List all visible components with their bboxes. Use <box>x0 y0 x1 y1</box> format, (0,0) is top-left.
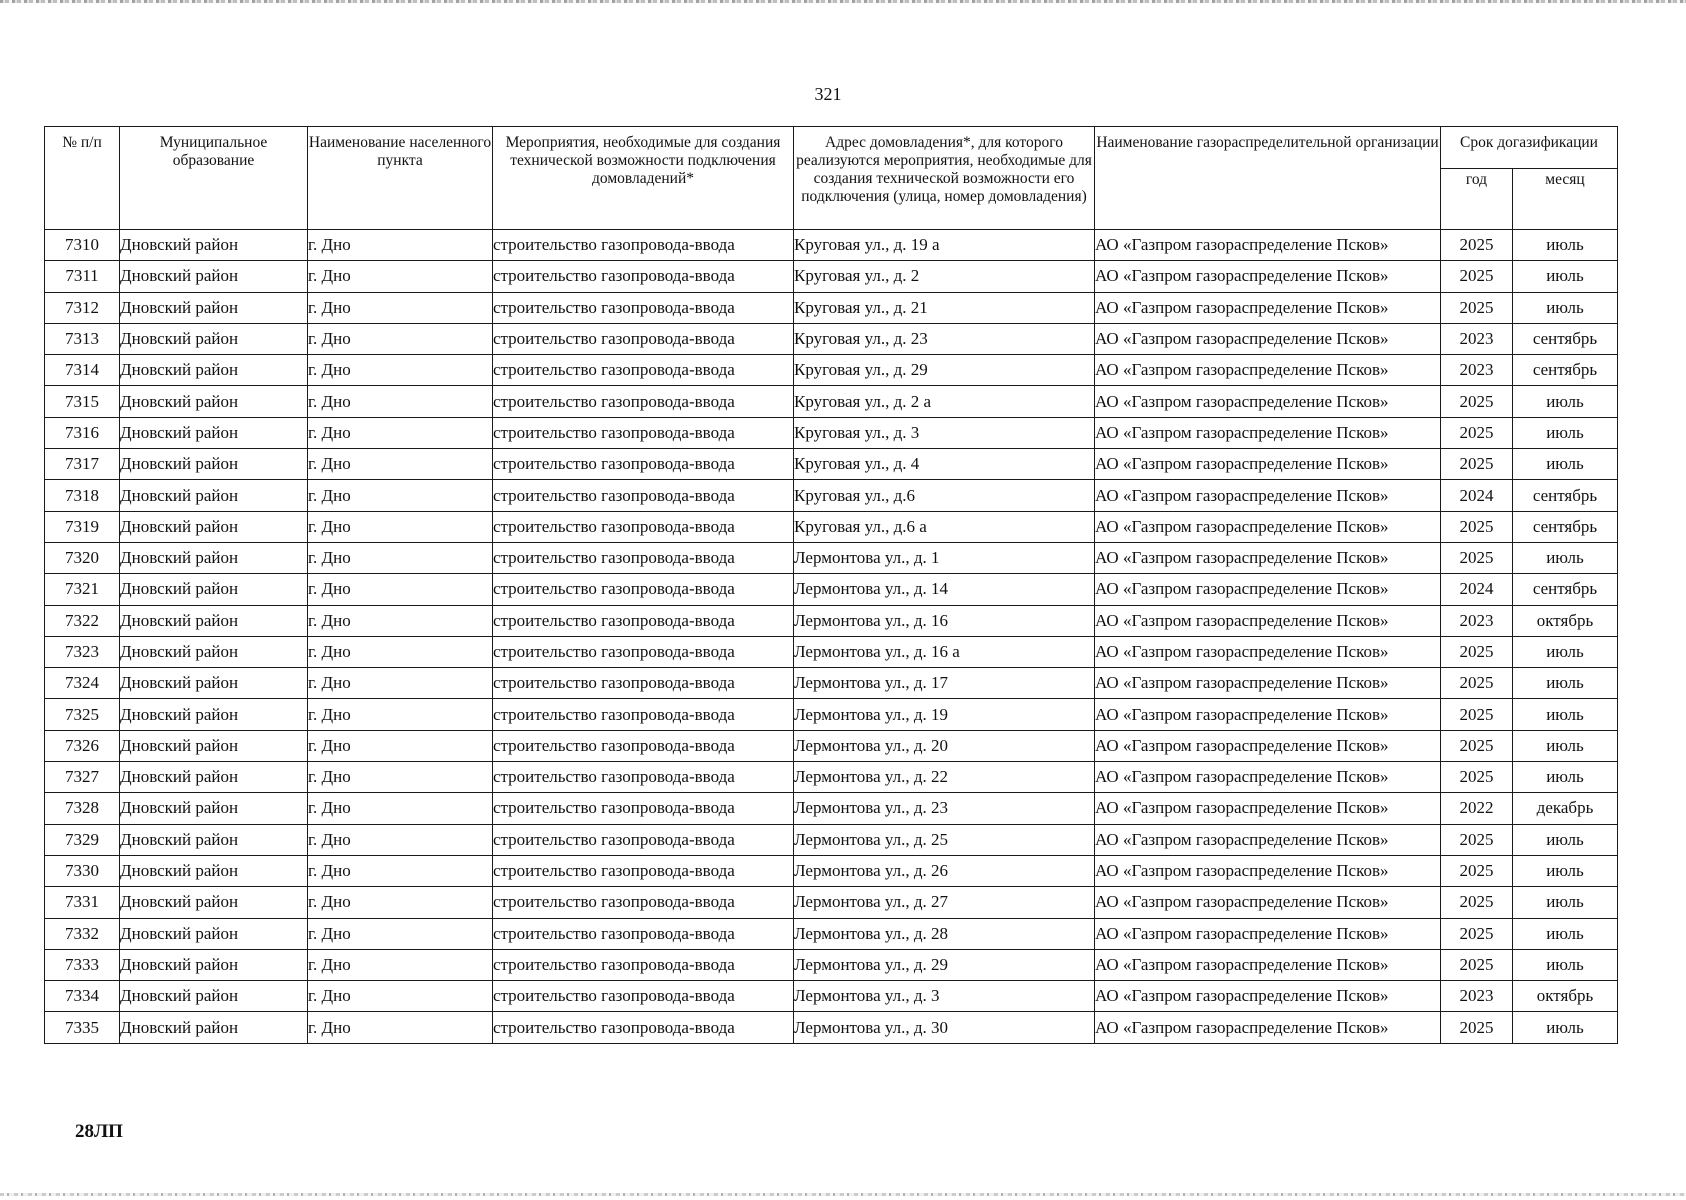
cell-address: Лермонтова ул., д. 30 <box>794 1012 1095 1043</box>
cell-address: Лермонтова ул., д. 22 <box>794 762 1095 793</box>
cell-month: июль <box>1513 636 1618 667</box>
cell-org: АО «Газпром газораспределение Псков» <box>1095 542 1441 573</box>
header-municipality: Муниципальное образование <box>120 127 308 230</box>
cell-locality: г. Дно <box>308 386 493 417</box>
cell-month: июль <box>1513 668 1618 699</box>
cell-address: Лермонтова ул., д. 20 <box>794 730 1095 761</box>
cell-municipality: Дновский район <box>120 449 308 480</box>
cell-month: июль <box>1513 261 1618 292</box>
cell-municipality: Дновский район <box>120 542 308 573</box>
cell-locality: г. Дно <box>308 949 493 980</box>
cell-address: Круговая ул., д. 4 <box>794 449 1095 480</box>
cell-year: 2025 <box>1441 762 1513 793</box>
table-row <box>45 323 1618 354</box>
cell-num: 7316 <box>45 417 120 448</box>
cell-month: июль <box>1513 824 1618 855</box>
cell-address: Лермонтова ул., д. 27 <box>794 887 1095 918</box>
cell-activity: строительство газопровода-ввода <box>493 574 794 605</box>
cell-year: 2025 <box>1441 1012 1513 1043</box>
cell-address: Лермонтова ул., д. 17 <box>794 668 1095 699</box>
cell-municipality: Дновский район <box>120 230 308 261</box>
cell-address: Круговая ул., д. 19 а <box>794 230 1095 261</box>
cell-month: июль <box>1513 762 1618 793</box>
table-row <box>45 1012 1618 1043</box>
cell-year: 2025 <box>1441 855 1513 886</box>
table-row <box>45 762 1618 793</box>
cell-activity: строительство газопровода-ввода <box>493 699 794 730</box>
scan-edge-top <box>0 0 1686 3</box>
cell-activity: строительство газопровода-ввода <box>493 1012 794 1043</box>
header-activities: Мероприятия, необходимые для создания технической возможности подключения домовладений* <box>493 127 794 230</box>
cell-org: АО «Газпром газораспределение Псков» <box>1095 323 1441 354</box>
cell-locality: г. Дно <box>308 636 493 667</box>
cell-activity: строительство газопровода-ввода <box>493 355 794 386</box>
cell-locality: г. Дно <box>308 918 493 949</box>
cell-locality: г. Дно <box>308 887 493 918</box>
cell-month: сентябрь <box>1513 355 1618 386</box>
cell-address: Круговая ул., д. 3 <box>794 417 1095 448</box>
cell-activity: строительство газопровода-ввода <box>493 762 794 793</box>
cell-year: 2025 <box>1441 292 1513 323</box>
table-row <box>45 605 1618 636</box>
cell-org: АО «Газпром газораспределение Псков» <box>1095 668 1441 699</box>
cell-year: 2025 <box>1441 699 1513 730</box>
header-year: год <box>1441 169 1513 230</box>
cell-org: АО «Газпром газораспределение Псков» <box>1095 511 1441 542</box>
cell-municipality: Дновский район <box>120 824 308 855</box>
cell-year: 2025 <box>1441 417 1513 448</box>
cell-municipality: Дновский район <box>120 386 308 417</box>
header-address: Адрес домовладения*, для которого реализуются мероприятия, необходимые для создания технической возможности его подключения (улица, номер домовладения) <box>794 127 1095 230</box>
cell-org: АО «Газпром газораспределение Псков» <box>1095 981 1441 1012</box>
cell-num: 7335 <box>45 1012 120 1043</box>
cell-activity: строительство газопровода-ввода <box>493 511 794 542</box>
cell-activity: строительство газопровода-ввода <box>493 386 794 417</box>
cell-municipality: Дновский район <box>120 292 308 323</box>
cell-year: 2025 <box>1441 668 1513 699</box>
cell-municipality: Дновский район <box>120 1012 308 1043</box>
cell-locality: г. Дно <box>308 292 493 323</box>
cell-municipality: Дновский район <box>120 261 308 292</box>
cell-locality: г. Дно <box>308 261 493 292</box>
cell-activity: строительство газопровода-ввода <box>493 480 794 511</box>
cell-municipality: Дновский район <box>120 793 308 824</box>
cell-org: АО «Газпром газораспределение Псков» <box>1095 949 1441 980</box>
cell-address: Лермонтова ул., д. 16 <box>794 605 1095 636</box>
cell-locality: г. Дно <box>308 699 493 730</box>
cell-address: Круговая ул., д. 21 <box>794 292 1095 323</box>
cell-activity: строительство газопровода-ввода <box>493 449 794 480</box>
table-row <box>45 449 1618 480</box>
cell-year: 2025 <box>1441 261 1513 292</box>
scan-edge-bottom <box>0 1193 1686 1196</box>
cell-month: декабрь <box>1513 793 1618 824</box>
cell-month: июль <box>1513 918 1618 949</box>
cell-municipality: Дновский район <box>120 949 308 980</box>
table-row <box>45 386 1618 417</box>
cell-year: 2025 <box>1441 386 1513 417</box>
header-locality: Наименование населенного пункта <box>308 127 493 230</box>
cell-org: АО «Газпром газораспределение Псков» <box>1095 699 1441 730</box>
cell-org: АО «Газпром газораспределение Псков» <box>1095 636 1441 667</box>
cell-locality: г. Дно <box>308 1012 493 1043</box>
cell-month: июль <box>1513 292 1618 323</box>
cell-org: АО «Газпром газораспределение Псков» <box>1095 887 1441 918</box>
cell-month: сентябрь <box>1513 511 1618 542</box>
cell-activity: строительство газопровода-ввода <box>493 887 794 918</box>
cell-num: 7321 <box>45 574 120 605</box>
cell-month: октябрь <box>1513 605 1618 636</box>
cell-month: июль <box>1513 1012 1618 1043</box>
cell-year: 2025 <box>1441 887 1513 918</box>
cell-address: Круговая ул., д. 2 а <box>794 386 1095 417</box>
cell-num: 7310 <box>45 230 120 261</box>
cell-municipality: Дновский район <box>120 762 308 793</box>
cell-locality: г. Дно <box>308 480 493 511</box>
cell-locality: г. Дно <box>308 855 493 886</box>
cell-municipality: Дновский район <box>120 417 308 448</box>
cell-org: АО «Газпром газораспределение Псков» <box>1095 417 1441 448</box>
cell-year: 2022 <box>1441 793 1513 824</box>
cell-address: Лермонтова ул., д. 1 <box>794 542 1095 573</box>
cell-month: июль <box>1513 386 1618 417</box>
cell-year: 2025 <box>1441 636 1513 667</box>
table-row <box>45 292 1618 323</box>
cell-municipality: Дновский район <box>120 981 308 1012</box>
table-row <box>45 480 1618 511</box>
cell-num: 7329 <box>45 824 120 855</box>
cell-month: сентябрь <box>1513 323 1618 354</box>
table-row <box>45 511 1618 542</box>
cell-org: АО «Газпром газораспределение Псков» <box>1095 480 1441 511</box>
cell-municipality: Дновский район <box>120 480 308 511</box>
table-header <box>45 127 1618 230</box>
cell-org: АО «Газпром газораспределение Псков» <box>1095 1012 1441 1043</box>
table-row <box>45 636 1618 667</box>
cell-year: 2025 <box>1441 511 1513 542</box>
cell-municipality: Дновский район <box>120 855 308 886</box>
cell-num: 7314 <box>45 355 120 386</box>
cell-month: сентябрь <box>1513 480 1618 511</box>
cell-year: 2025 <box>1441 449 1513 480</box>
cell-org: АО «Газпром газораспределение Псков» <box>1095 855 1441 886</box>
cell-month: июль <box>1513 887 1618 918</box>
cell-activity: строительство газопровода-ввода <box>493 918 794 949</box>
cell-municipality: Дновский район <box>120 511 308 542</box>
cell-locality: г. Дно <box>308 449 493 480</box>
table-row <box>45 855 1618 886</box>
header-month: месяц <box>1513 169 1618 230</box>
cell-num: 7318 <box>45 480 120 511</box>
cell-municipality: Дновский район <box>120 887 308 918</box>
cell-locality: г. Дно <box>308 730 493 761</box>
table-row <box>45 887 1618 918</box>
cell-activity: строительство газопровода-ввода <box>493 323 794 354</box>
cell-num: 7334 <box>45 981 120 1012</box>
cell-year: 2025 <box>1441 730 1513 761</box>
cell-org: АО «Газпром газораспределение Псков» <box>1095 824 1441 855</box>
table-row <box>45 574 1618 605</box>
cell-org: АО «Газпром газораспределение Псков» <box>1095 918 1441 949</box>
cell-activity: строительство газопровода-ввода <box>493 261 794 292</box>
cell-locality: г. Дно <box>308 762 493 793</box>
cell-activity: строительство газопровода-ввода <box>493 542 794 573</box>
table-row <box>45 949 1618 980</box>
cell-num: 7325 <box>45 699 120 730</box>
cell-activity: строительство газопровода-ввода <box>493 292 794 323</box>
cell-address: Лермонтова ул., д. 28 <box>794 918 1095 949</box>
cell-year: 2023 <box>1441 981 1513 1012</box>
cell-locality: г. Дно <box>308 605 493 636</box>
cell-month: октябрь <box>1513 981 1618 1012</box>
cell-address: Лермонтова ул., д. 26 <box>794 855 1095 886</box>
cell-year: 2025 <box>1441 824 1513 855</box>
cell-num: 7317 <box>45 449 120 480</box>
cell-num: 7311 <box>45 261 120 292</box>
cell-month: июль <box>1513 699 1618 730</box>
cell-year: 2024 <box>1441 480 1513 511</box>
cell-month: июль <box>1513 730 1618 761</box>
cell-activity: строительство газопровода-ввода <box>493 417 794 448</box>
cell-org: АО «Газпром газораспределение Псков» <box>1095 230 1441 261</box>
cell-municipality: Дновский район <box>120 699 308 730</box>
cell-org: АО «Газпром газораспределение Псков» <box>1095 762 1441 793</box>
cell-locality: г. Дно <box>308 574 493 605</box>
cell-org: АО «Газпром газораспределение Псков» <box>1095 261 1441 292</box>
cell-locality: г. Дно <box>308 824 493 855</box>
cell-address: Лермонтова ул., д. 23 <box>794 793 1095 824</box>
cell-address: Круговая ул., д. 23 <box>794 323 1095 354</box>
cell-org: АО «Газпром газораспределение Псков» <box>1095 605 1441 636</box>
page-number: 321 <box>814 84 842 104</box>
cell-address: Круговая ул., д.6 а <box>794 511 1095 542</box>
cell-num: 7327 <box>45 762 120 793</box>
cell-year: 2025 <box>1441 230 1513 261</box>
document-code: 28ЛП <box>75 1121 123 1142</box>
cell-year: 2025 <box>1441 542 1513 573</box>
cell-address: Лермонтова ул., д. 19 <box>794 699 1095 730</box>
cell-address: Круговая ул., д.6 <box>794 480 1095 511</box>
cell-activity: строительство газопровода-ввода <box>493 793 794 824</box>
cell-address: Лермонтова ул., д. 16 а <box>794 636 1095 667</box>
cell-activity: строительство газопровода-ввода <box>493 730 794 761</box>
cell-org: АО «Газпром газораспределение Псков» <box>1095 730 1441 761</box>
cell-num: 7328 <box>45 793 120 824</box>
cell-org: АО «Газпром газораспределение Псков» <box>1095 449 1441 480</box>
cell-month: сентябрь <box>1513 574 1618 605</box>
cell-year: 2024 <box>1441 574 1513 605</box>
cell-org: АО «Газпром газораспределение Псков» <box>1095 355 1441 386</box>
cell-month: июль <box>1513 542 1618 573</box>
cell-municipality: Дновский район <box>120 636 308 667</box>
cell-num: 7332 <box>45 918 120 949</box>
cell-year: 2023 <box>1441 323 1513 354</box>
cell-address: Лермонтова ул., д. 3 <box>794 981 1095 1012</box>
cell-org: АО «Газпром газораспределение Псков» <box>1095 386 1441 417</box>
cell-num: 7326 <box>45 730 120 761</box>
cell-activity: строительство газопровода-ввода <box>493 636 794 667</box>
table-row <box>45 355 1618 386</box>
cell-municipality: Дновский район <box>120 574 308 605</box>
cell-locality: г. Дно <box>308 417 493 448</box>
cell-address: Лермонтова ул., д. 25 <box>794 824 1095 855</box>
header-deadline: Срок догазификации <box>1441 127 1618 169</box>
cell-locality: г. Дно <box>308 323 493 354</box>
cell-num: 7330 <box>45 855 120 886</box>
cell-address: Круговая ул., д. 2 <box>794 261 1095 292</box>
cell-org: АО «Газпром газораспределение Псков» <box>1095 793 1441 824</box>
header-org: Наименование газораспределительной организации <box>1095 127 1441 230</box>
cell-num: 7333 <box>45 949 120 980</box>
cell-month: июль <box>1513 417 1618 448</box>
cell-address: Лермонтова ул., д. 14 <box>794 574 1095 605</box>
cell-month: июль <box>1513 855 1618 886</box>
cell-municipality: Дновский район <box>120 605 308 636</box>
cell-year: 2025 <box>1441 918 1513 949</box>
cell-year: 2025 <box>1441 949 1513 980</box>
table-row <box>45 230 1618 261</box>
cell-locality: г. Дно <box>308 355 493 386</box>
cell-org: АО «Газпром газораспределение Псков» <box>1095 574 1441 605</box>
header-num: № п/п <box>45 127 120 230</box>
cell-num: 7324 <box>45 668 120 699</box>
cell-month: июль <box>1513 449 1618 480</box>
cell-activity: строительство газопровода-ввода <box>493 949 794 980</box>
cell-activity: строительство газопровода-ввода <box>493 668 794 699</box>
cell-municipality: Дновский район <box>120 730 308 761</box>
cell-municipality: Дновский район <box>120 355 308 386</box>
table-row <box>45 730 1618 761</box>
cell-locality: г. Дно <box>308 793 493 824</box>
cell-municipality: Дновский район <box>120 668 308 699</box>
table-row <box>45 668 1618 699</box>
table-row <box>45 261 1618 292</box>
cell-num: 7312 <box>45 292 120 323</box>
cell-activity: строительство газопровода-ввода <box>493 824 794 855</box>
cell-month: июль <box>1513 949 1618 980</box>
cell-activity: строительство газопровода-ввода <box>493 855 794 886</box>
cell-municipality: Дновский район <box>120 918 308 949</box>
cell-num: 7313 <box>45 323 120 354</box>
table-row <box>45 417 1618 448</box>
cell-address: Лермонтова ул., д. 29 <box>794 949 1095 980</box>
cell-activity: строительство газопровода-ввода <box>493 230 794 261</box>
cell-num: 7322 <box>45 605 120 636</box>
cell-locality: г. Дно <box>308 542 493 573</box>
cell-month: июль <box>1513 230 1618 261</box>
table-body <box>45 230 1618 1044</box>
table-row <box>45 981 1618 1012</box>
table-row <box>45 918 1618 949</box>
cell-num: 7319 <box>45 511 120 542</box>
table-row <box>45 793 1618 824</box>
cell-year: 2023 <box>1441 605 1513 636</box>
cell-num: 7331 <box>45 887 120 918</box>
cell-locality: г. Дно <box>308 511 493 542</box>
table-row <box>45 542 1618 573</box>
cell-num: 7323 <box>45 636 120 667</box>
cell-year: 2023 <box>1441 355 1513 386</box>
cell-num: 7315 <box>45 386 120 417</box>
cell-municipality: Дновский район <box>120 323 308 354</box>
cell-address: Круговая ул., д. 29 <box>794 355 1095 386</box>
cell-activity: строительство газопровода-ввода <box>493 981 794 1012</box>
cell-locality: г. Дно <box>308 981 493 1012</box>
cell-num: 7320 <box>45 542 120 573</box>
cell-locality: г. Дно <box>308 668 493 699</box>
cell-org: АО «Газпром газораспределение Псков» <box>1095 292 1441 323</box>
table-row <box>45 824 1618 855</box>
table-row <box>45 699 1618 730</box>
gasification-table <box>44 126 1618 1044</box>
cell-activity: строительство газопровода-ввода <box>493 605 794 636</box>
cell-locality: г. Дно <box>308 230 493 261</box>
